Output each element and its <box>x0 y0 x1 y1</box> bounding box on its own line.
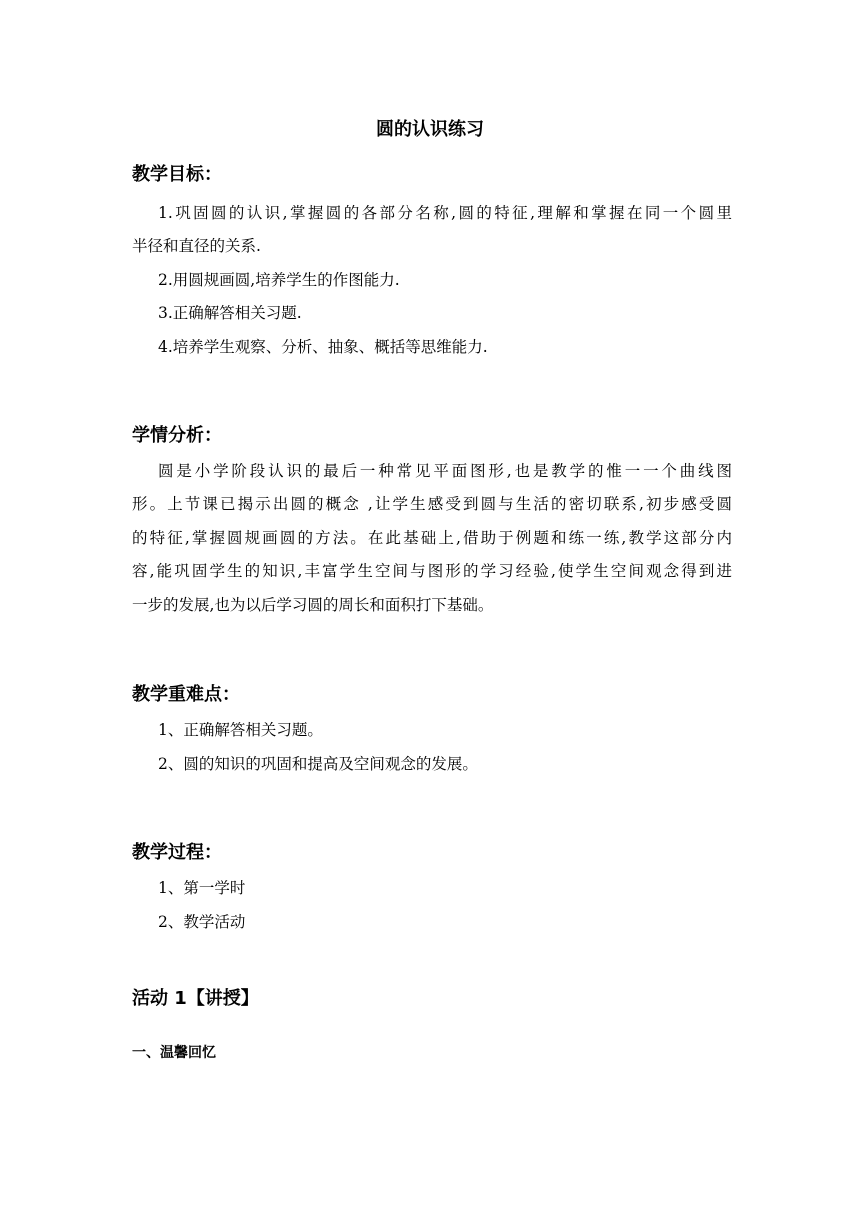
activity-heading: 活动 1【讲授】 <box>132 988 259 1009</box>
objective-3: 3.正确解答相关习题. <box>158 304 302 322</box>
analysis-paragraph-line: 形。上节课已揭示出圆的概念 ,让学生感受到圆与生活的密切联系,初步感受圆 <box>132 495 732 513</box>
key-points-heading: 教学重难点： <box>132 684 240 705</box>
objective-1: 1.巩固圆的认识,掌握圆的各部分名称,圆的特征,理解和掌握在同一个圆里 <box>158 204 732 222</box>
key-point-1: 1、正确解答相关习题。 <box>158 721 323 739</box>
objectives-heading: 教学目标： <box>132 164 222 185</box>
document-title: 圆的认识练习 <box>376 119 484 140</box>
objective-2: 2.用圆规画圆,培养学生的作图能力. <box>158 271 400 289</box>
process-item-1: 1、第一学时 <box>158 879 246 897</box>
analysis-heading: 学情分析： <box>132 425 222 446</box>
analysis-paragraph-line: 的特征,掌握圆规画圆的方法。在此基础上,借助于例题和练一练,教学这部分内 <box>132 529 732 547</box>
analysis-paragraph-line: 圆是小学阶段认识的最后一种常见平面图形,也是教学的惟一一个曲线图 <box>158 462 732 480</box>
activity-subheading: 一、温馨回忆 <box>132 1045 216 1061</box>
analysis-paragraph-line: 容,能巩固学生的知识,丰富学生空间与图形的学习经验,使学生空间观念得到进 <box>132 562 732 580</box>
key-point-2: 2、圆的知识的巩固和提高及空间观念的发展。 <box>158 755 478 773</box>
analysis-paragraph-line: 一步的发展,也为以后学习圆的周长和面积打下基础。 <box>132 596 494 614</box>
objective-4: 4.培养学生观察、分析、抽象、概括等思维能力. <box>158 338 488 356</box>
process-heading: 教学过程： <box>132 842 222 863</box>
objective-1-continued: 半径和直径的关系. <box>132 237 261 255</box>
process-item-2: 2、教学活动 <box>158 913 246 931</box>
